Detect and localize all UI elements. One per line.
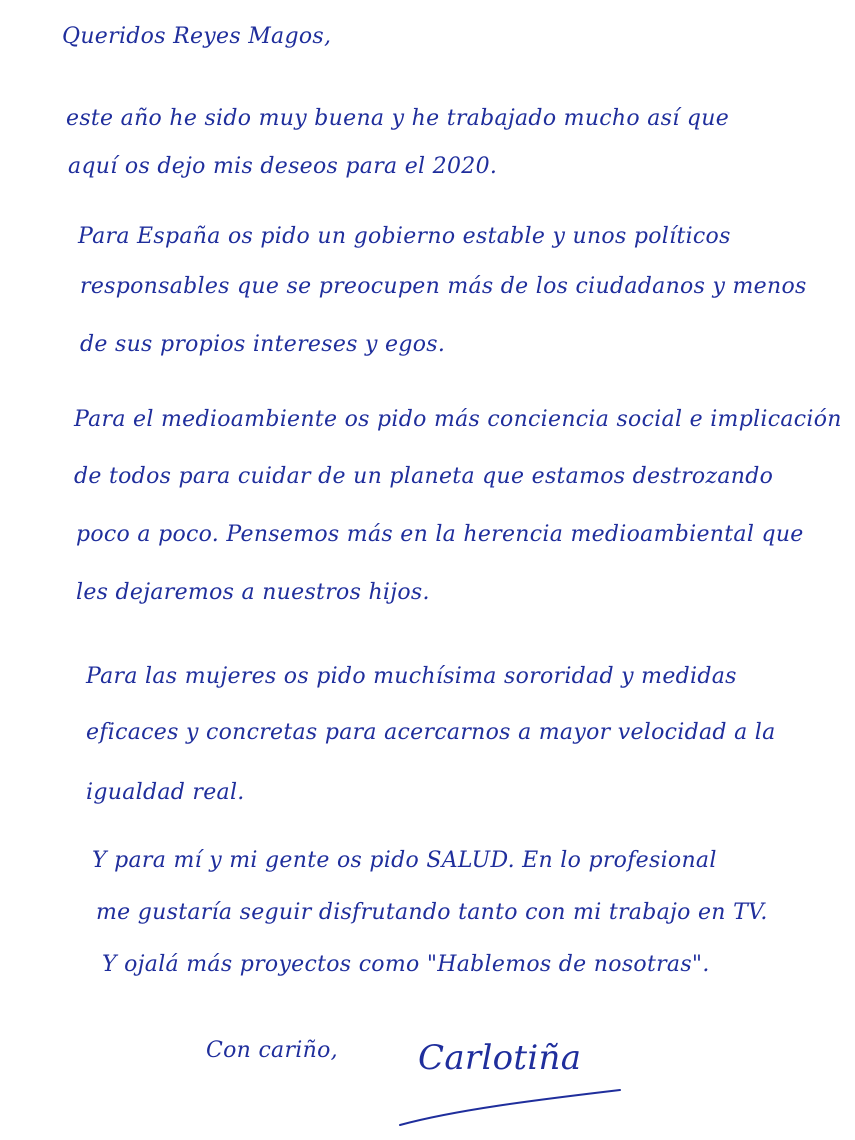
paragraph-5-line-1: Y para mí y mi gente os pido SALUD. En lo profesional — [92, 848, 717, 873]
paragraph-2-line-2: responsables que se preocupen más de los ciudadanos y menos — [80, 274, 807, 299]
paragraph-3-line-3: poco a poco. Pensemos más en la herencia medioambiental que — [76, 522, 804, 547]
letter-greeting: Queridos Reyes Magos, — [62, 24, 332, 49]
paragraph-1-line-2: aquí os dejo mis deseos para el 2020. — [68, 154, 498, 179]
paragraph-4-line-2: eficaces y concretas para acercarnos a mayor velocidad a la — [86, 720, 776, 745]
paragraph-3-line-1: Para el medioambiente os pido más conciencia social e implicación — [74, 407, 842, 432]
paragraph-5-line-2: me gustaría seguir disfrutando tanto con mi trabajo en TV. — [96, 900, 768, 925]
paragraph-5-line-3: Y ojalá más proyectos como "Hablemos de nosotras". — [102, 952, 710, 977]
paragraph-2-line-3: de sus propios intereses y egos. — [80, 332, 446, 357]
paragraph-3-line-4: les dejaremos a nuestros hijos. — [76, 580, 430, 605]
paragraph-4-line-3: igualdad real. — [86, 780, 245, 805]
signature-underline — [395, 1070, 625, 1140]
letter-closing: Con cariño, — [206, 1038, 338, 1063]
paragraph-3-line-2: de todos para cuidar de un planeta que estamos destrozando — [74, 464, 774, 489]
paragraph-1-line-1: este año he sido muy buena y he trabajado mucho así que — [66, 106, 730, 131]
paragraph-4-line-1: Para las mujeres os pido muchísima sororidad y medidas — [86, 664, 737, 689]
signature: Carlotiña — [418, 1038, 582, 1078]
paragraph-2-line-1: Para España os pido un gobierno estable y unos políticos — [78, 224, 731, 249]
